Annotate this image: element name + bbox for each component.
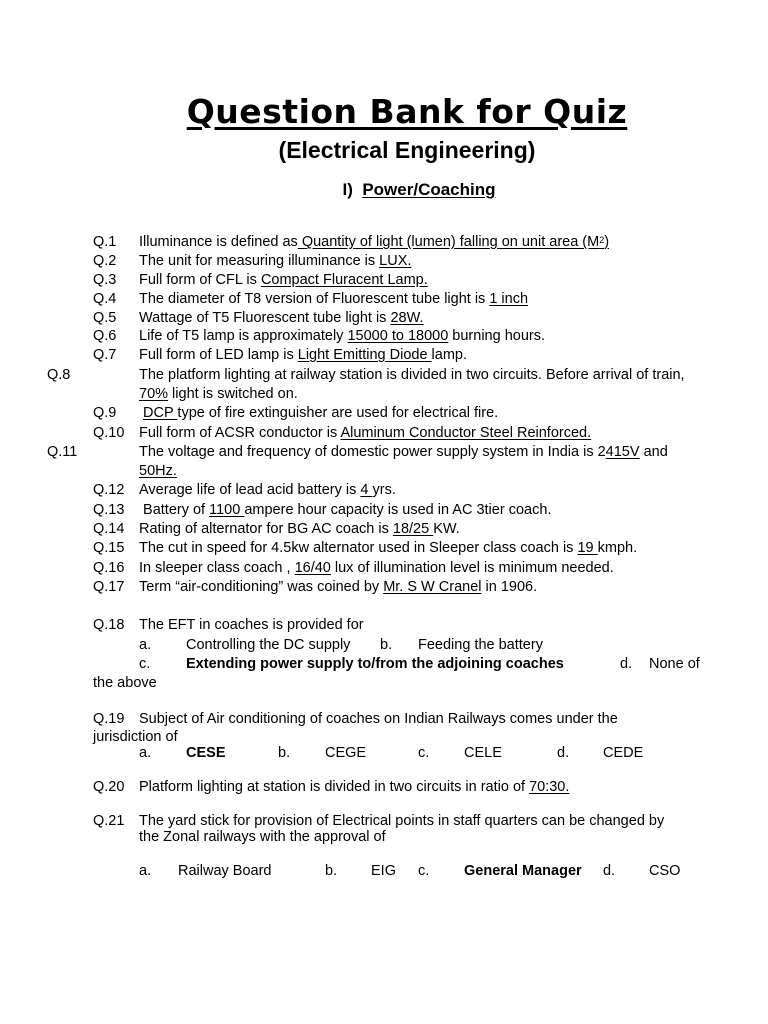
- question-number: Q.16: [93, 560, 125, 576]
- section-title: Power/Coaching: [362, 180, 496, 199]
- question-number: Q.2: [93, 253, 117, 269]
- question-text-tail: in 1906.: [481, 579, 538, 595]
- section-heading: [0, 180, 768, 200]
- question-text: The unit for measuring illuminance is: [139, 253, 380, 269]
- question-17: [93, 578, 713, 597]
- option-c-label: c.: [418, 863, 430, 879]
- answer-text: DCP: [143, 405, 178, 421]
- question-text: The yard stick for provision of Electrical points in staff quarters can be changed by: [139, 813, 665, 829]
- question-number: Q.18: [93, 617, 125, 633]
- question-number: Q.9: [93, 405, 117, 421]
- section-number: I): [342, 180, 353, 199]
- answer-text: 4: [360, 482, 373, 498]
- question-4: [93, 290, 713, 309]
- question-number: Q.10: [93, 425, 125, 441]
- answer-text: [298, 234, 609, 250]
- question-text: Full form of CFL is: [139, 272, 261, 288]
- answer-text: 15000 to 18000: [347, 328, 449, 344]
- answer-text: LUX.: [379, 253, 412, 269]
- option-b-label: b.: [380, 637, 393, 653]
- question-number: Q.19: [93, 711, 125, 727]
- option-d-label: d.: [557, 745, 570, 761]
- option-a-text: Controlling the DC supply: [186, 637, 351, 653]
- question-text: Full form of ACSR conductor is: [139, 425, 341, 441]
- question-19: [93, 710, 713, 729]
- document-title: Question Bank for Quiz: [186, 92, 628, 131]
- option-a-label: a.: [139, 745, 152, 761]
- question-text: The cut in speed for 4.5kw alternator used in Sleeper class coach is: [139, 540, 578, 556]
- question-number: Q.1: [93, 234, 117, 250]
- question-number: Q.5: [93, 310, 117, 326]
- question-12: [93, 481, 713, 500]
- answer-superscript: 2: [599, 235, 605, 245]
- answer-text: 18/25: [392, 521, 434, 537]
- question-1: [93, 233, 713, 252]
- question-number: Q.7: [93, 347, 117, 363]
- question-9: [93, 404, 713, 423]
- question-text-tail: yrs.: [372, 482, 396, 498]
- answer-main: Quantity of light (lumen) falling on unit area (M: [297, 234, 600, 250]
- question-number: Q.4: [93, 291, 117, 307]
- question-number: Q.8: [47, 367, 71, 383]
- option-d-text: CSO: [649, 863, 681, 879]
- question-text-tail: ampere hour capacity is used in AC 3tier coach.: [244, 502, 552, 518]
- option-d-label: d.: [603, 863, 616, 879]
- question-13: [93, 501, 713, 520]
- answer-text: 1 inch: [489, 291, 529, 307]
- answer-text: Compact Fluracent Lamp.: [260, 272, 428, 288]
- question-7: [93, 346, 713, 365]
- question-text: Battery of: [139, 502, 210, 518]
- question-20: [93, 778, 713, 797]
- option-c-label: c.: [139, 656, 151, 672]
- option-d-text: CEDE: [603, 745, 644, 761]
- question-11: [47, 443, 705, 481]
- question-text: The voltage and frequency of domestic power supply system in India is 2: [139, 444, 606, 460]
- question-number: Q.3: [93, 272, 117, 288]
- question-text-continued: jurisdiction of: [93, 729, 178, 745]
- answer-text: 1100: [209, 502, 245, 518]
- question-number: Q.12: [93, 482, 125, 498]
- question-18: [93, 616, 713, 635]
- question-text-tail: kmph.: [597, 540, 638, 556]
- answer-text-2: 50Hz.: [139, 463, 177, 479]
- option-d-label: d.: [620, 656, 633, 672]
- answer-text: 19: [577, 540, 598, 556]
- answer-text: Mr. S W Cranel: [383, 579, 482, 595]
- answer-text: 415V: [605, 444, 640, 460]
- option-b-text: Feeding the battery: [418, 637, 543, 653]
- option-b-label: b.: [325, 863, 338, 879]
- answer-text: 70:30.: [529, 779, 570, 795]
- question-text: Term “air-conditioning” was coined by: [139, 579, 384, 595]
- option-a-label: a.: [139, 863, 152, 879]
- question-14: [93, 520, 713, 539]
- option-c-text: CELE: [464, 745, 502, 761]
- question-number: Q.11: [47, 444, 78, 460]
- option-c-text-correct: Extending power supply to/from the adjoining coaches: [186, 656, 564, 672]
- option-c-label: c.: [418, 745, 430, 761]
- question-8: [47, 366, 705, 404]
- option-b-label: b.: [278, 745, 291, 761]
- question-text: The EFT in coaches is provided for: [139, 617, 364, 633]
- question-2: [93, 252, 713, 271]
- question-text: The diameter of T8 version of Fluorescent tube light is: [139, 291, 490, 307]
- question-number: Q.20: [93, 779, 125, 795]
- question-text: Subject of Air conditioning of coaches on Indian Railways comes under the: [139, 711, 618, 727]
- question-number: Q.21: [93, 813, 125, 829]
- question-number: Q.6: [93, 328, 117, 344]
- question-text: Rating of alternator for BG AC coach is: [139, 521, 393, 537]
- answer-text: 70%: [139, 386, 169, 402]
- option-d-text-continued: the above: [93, 675, 157, 691]
- question-number: Q.17: [93, 579, 125, 595]
- question-text-mid: and: [639, 444, 668, 460]
- option-a-label: a.: [139, 637, 152, 653]
- document-subtitle: (Electrical Engineering): [278, 137, 536, 163]
- question-text: Life of T5 lamp is approximately: [139, 328, 348, 344]
- question-text: Wattage of T5 Fluorescent tube light is: [139, 310, 391, 326]
- question-3: [93, 271, 713, 290]
- option-d-text: None of: [649, 656, 700, 672]
- question-text-tail: lamp.: [431, 347, 468, 363]
- question-number: Q.14: [93, 521, 125, 537]
- option-c-text-correct: General Manager: [464, 863, 582, 879]
- question-text: Full form of LED lamp is: [139, 347, 298, 363]
- answer-text: 28W.: [390, 310, 424, 326]
- question-number: Q.13: [93, 502, 125, 518]
- question-text: In sleeper class coach ,: [139, 560, 295, 576]
- option-b-text: EIG: [371, 863, 396, 879]
- answer-text: 16/40: [294, 560, 331, 576]
- question-10: [93, 424, 713, 443]
- question-text-continued: the Zonal railways with the approval of: [139, 829, 386, 845]
- question-text: The platform lighting at railway station is divided in two circuits. Before arrival of train,: [139, 367, 685, 383]
- question-text: Illuminance is defined as: [139, 234, 298, 250]
- option-b-text: CEGE: [325, 745, 367, 761]
- question-16: [93, 559, 713, 578]
- answer-text: Aluminum Conductor Steel Reinforced.: [340, 425, 592, 441]
- question-text-tail: lux of illumination level is minimum needed.: [330, 560, 614, 576]
- question-number: Q.15: [93, 540, 125, 556]
- question-15: [93, 539, 713, 558]
- question-6: [93, 327, 713, 346]
- answer-text: Light Emitting Diode: [297, 347, 432, 363]
- question-text: Average life of lead acid battery is: [139, 482, 361, 498]
- question-text-tail: light is switched on.: [168, 386, 298, 402]
- question-5: [93, 309, 713, 328]
- option-a-text: Railway Board: [178, 863, 272, 879]
- question-text: Platform lighting at station is divided in two circuits in ratio of: [139, 779, 530, 795]
- question-text-tail: burning hours.: [448, 328, 545, 344]
- question-text-tail: KW.: [433, 521, 460, 537]
- answer-close: ): [604, 234, 610, 250]
- question-text-tail: type of fire extinguisher are used for electrical fire.: [177, 405, 499, 421]
- option-a-text-correct: CESE: [186, 745, 226, 761]
